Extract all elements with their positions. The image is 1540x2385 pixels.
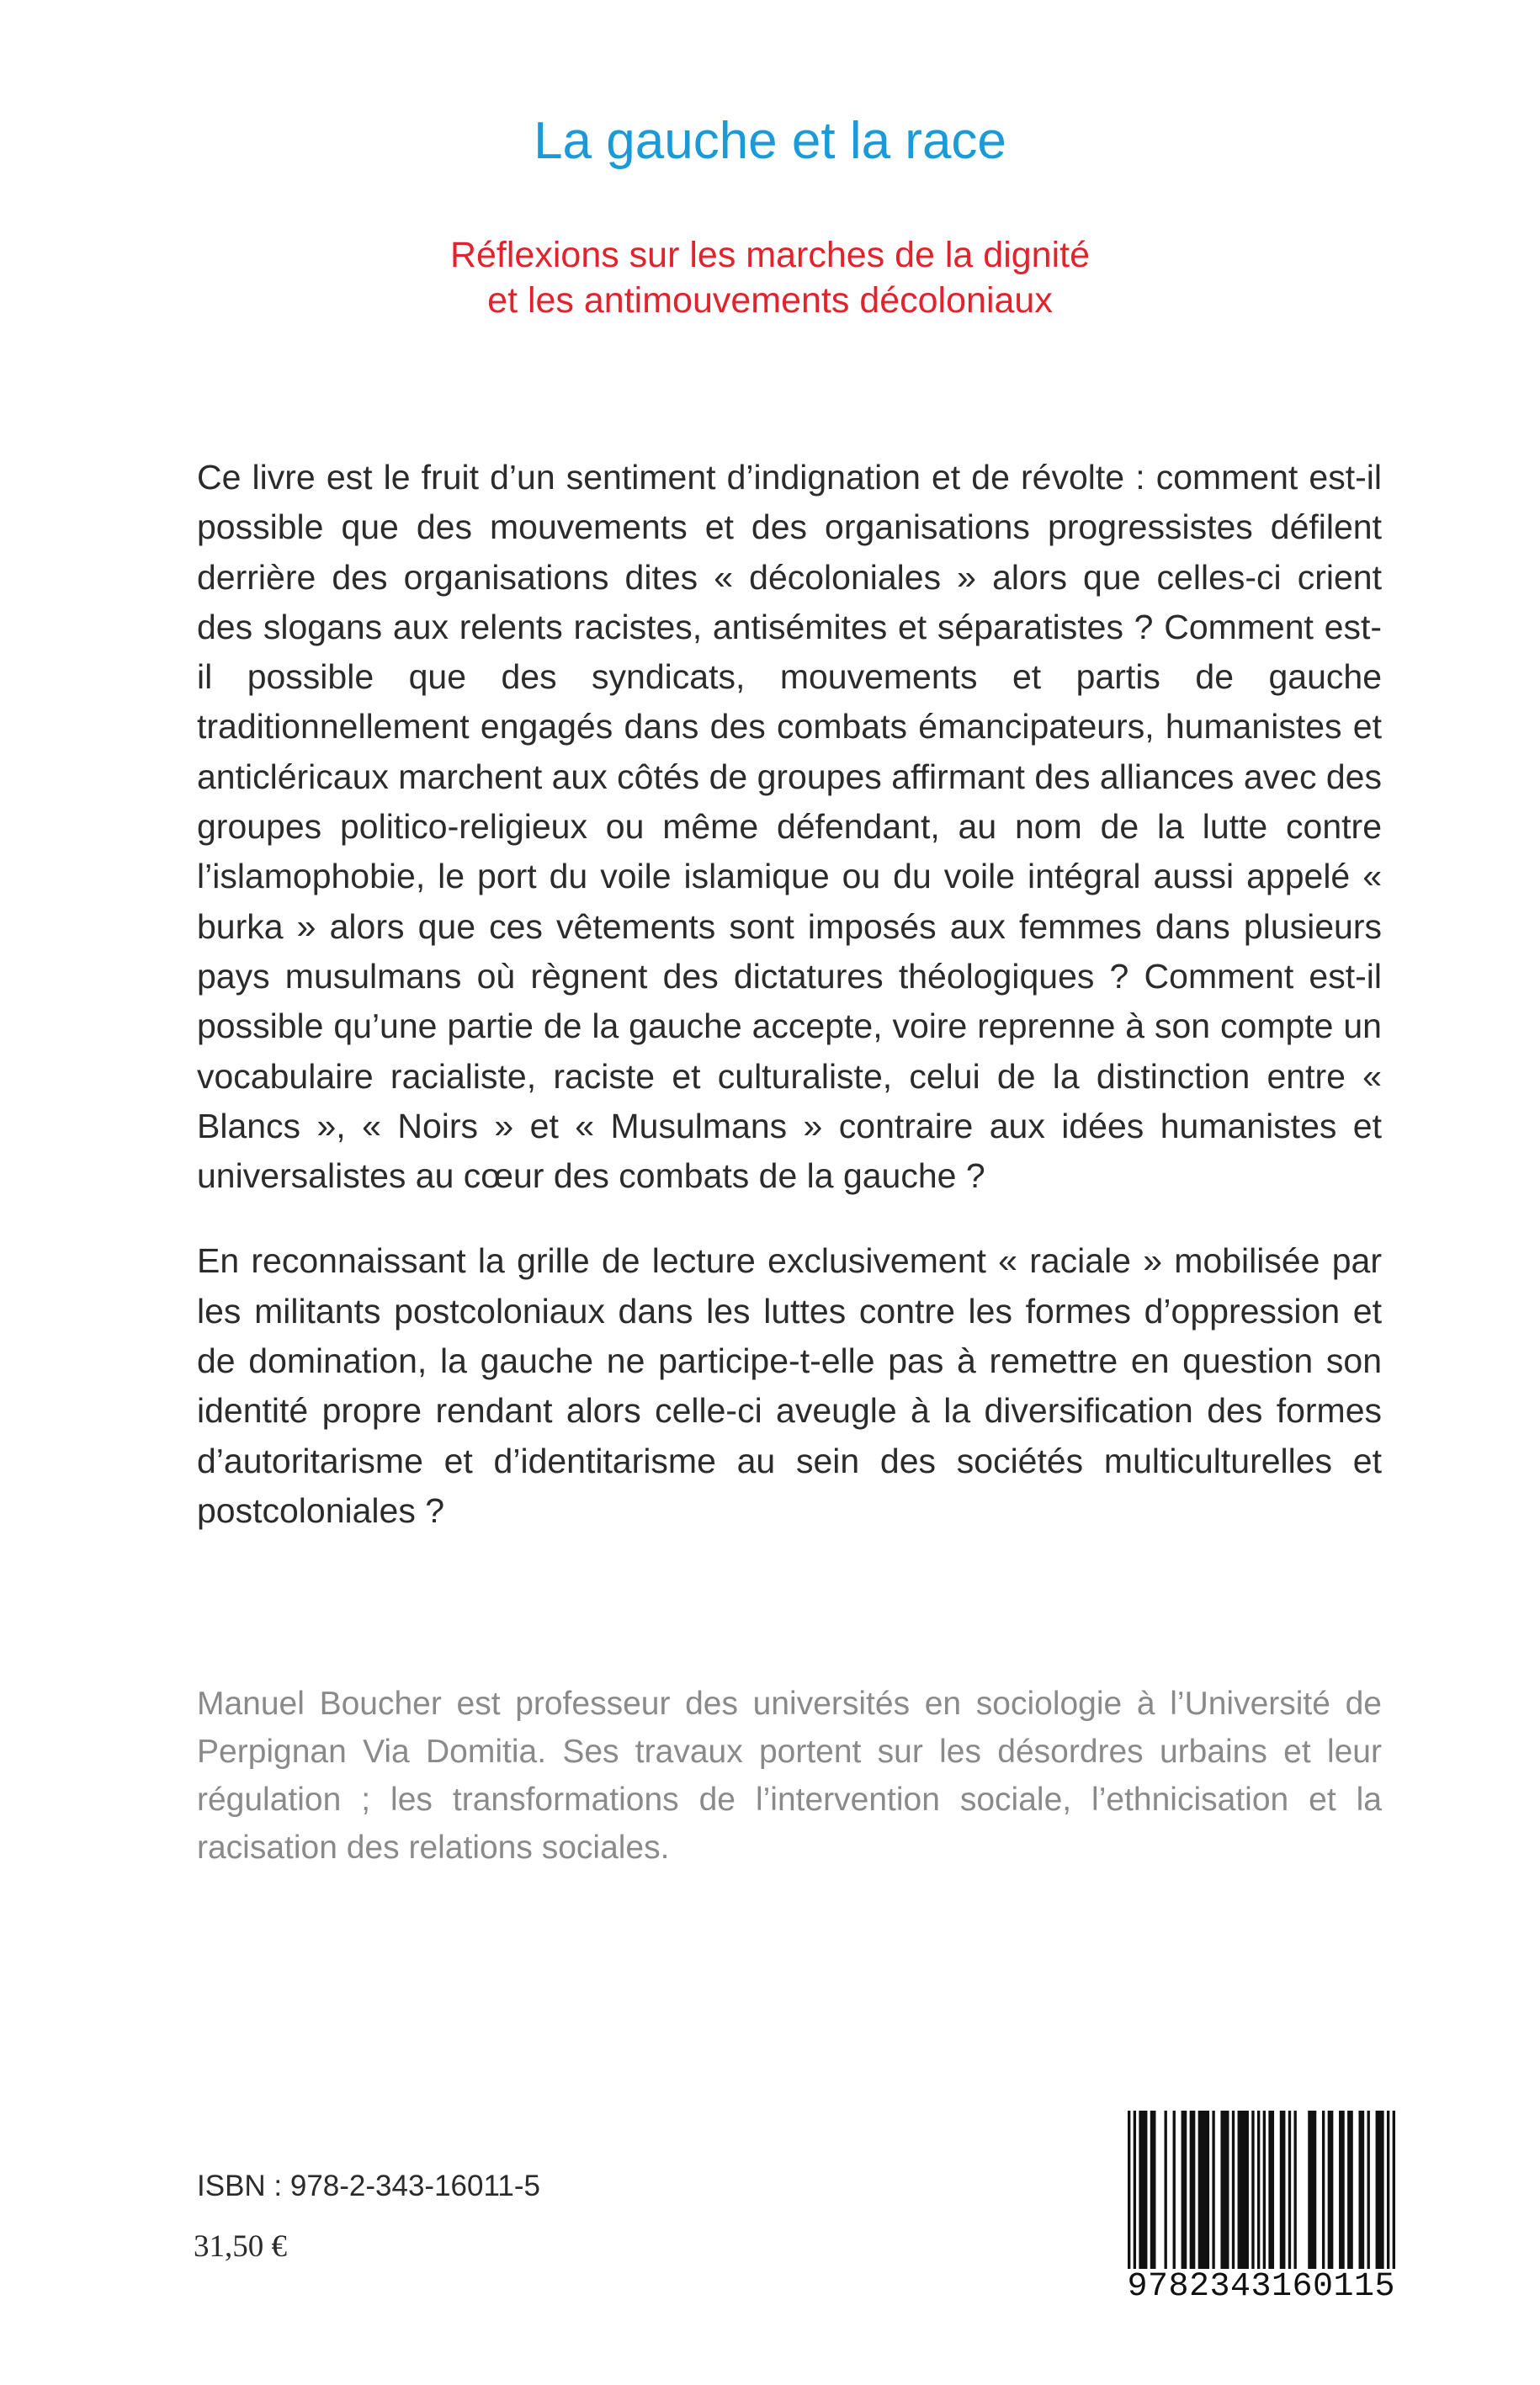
barcode-bar	[1238, 2111, 1249, 2269]
barcode-bar	[1198, 2111, 1209, 2269]
barcode-bar	[1232, 2111, 1235, 2269]
price: 31,50 €	[194, 2229, 287, 2264]
barcode-bar	[1367, 2111, 1370, 2269]
book-subtitle	[0, 232, 1540, 323]
subtitle-line-2: et les antimouvements décoloniaux	[487, 280, 1053, 321]
barcode-bar	[1251, 2111, 1254, 2269]
barcode-bar	[1165, 2111, 1167, 2269]
subtitle-line-1: Réflexions sur les marches de la dignité	[449, 235, 1091, 275]
barcode-bar	[1288, 2111, 1291, 2269]
blurb	[197, 453, 1382, 1536]
barcode-bar	[1128, 2111, 1130, 2269]
barcode	[1109, 2111, 1395, 2306]
barcode-bar	[1268, 2111, 1274, 2269]
book-title: La gauche et la race	[534, 112, 1006, 170]
barcode-bar	[1339, 2111, 1345, 2269]
barcode-bar	[1393, 2111, 1395, 2269]
barcode-bar	[1212, 2111, 1214, 2269]
barcode-bar	[1322, 2111, 1325, 2269]
barcode-bar	[1347, 2111, 1353, 2269]
barcode-number: 9782343160115	[1127, 2268, 1395, 2306]
barcode-bar	[1139, 2111, 1147, 2269]
barcode-bar	[1182, 2111, 1187, 2269]
barcode-bar	[1308, 2111, 1316, 2269]
barcode-bar	[1280, 2111, 1286, 2269]
barcode-bar	[1220, 2111, 1229, 2269]
barcode-bar	[1358, 2111, 1364, 2269]
barcode-bar	[1257, 2111, 1260, 2269]
isbn: ISBN : 978-2-343-16011-5	[197, 2170, 540, 2202]
barcode-bar	[1376, 2111, 1384, 2269]
barcode-bar	[1263, 2111, 1266, 2269]
barcode-bar	[1190, 2111, 1196, 2269]
author-bio: Manuel Boucher est professeur des universités en sociologie à l’Université de Perpignan Via Domitia. Ses travaux portent sur les désordres urbains et leur régulation ; les transformations de l’intervention sociale, l’ethnicisation et la racisation des relations sociales.	[197, 1686, 1382, 1866]
barcode-bars-icon	[1128, 2111, 1395, 2269]
barcode-bar	[1134, 2111, 1136, 2269]
barcode-bar	[1150, 2111, 1156, 2269]
blurb-paragraph-2: En reconnaissant la grille de lecture exclusivement « raciale » mobilisée par les militants postcoloniaux dans les luttes contre les formes d’oppression et de domination, la gauche ne participe-t-elle pas à remettre en question son identité propre rendant alors celle-ci aveugle à la diversification des formes d’autoritarisme et d’identitarisme au sein des sociétés multiculturelles et postcoloniales ?	[197, 1241, 1382, 1530]
blurb-paragraph-1: Ce livre est le fruit d’un sentiment d’indignation et de révolte : comment est-il possible que des mouvements et des organisations progressistes défilent derrière des organisations dites « décoloniales » alors que celles-ci crient des slogans aux relents racistes, antisémites et séparatistes ? Comment est-il possible que des syndicats, mouvements et partis de gauche traditionnellement engagés dans des combats émancipateurs, humanistes et anticléricaux marchent aux côtés de groupes affirmant des alliances avec des groupes politico-religieux ou même défendant, au nom de la lutte contre l’islamophobie, le port du voile islamique ou du voile intégral aussi appelé « burka » alors que ces vêtements sont imposés aux femmes dans plusieurs pays musulmans où règnent des dictatures théologiques ? Comment est-il possible qu’une partie de la gauche accepte, voire reprenne à son compte un vocabulaire racialiste, raciste et culturaliste, celui de la distinction entre « Blancs », « Noirs » et « Musulmans » contraire aux idées humanistes et universalistes au cœur des combats de la gauche ?	[197, 458, 1382, 1196]
barcode-bar	[1328, 2111, 1334, 2269]
barcode-bar	[1387, 2111, 1389, 2269]
barcode-bar	[1293, 2111, 1296, 2269]
barcode-bar	[1173, 2111, 1176, 2269]
